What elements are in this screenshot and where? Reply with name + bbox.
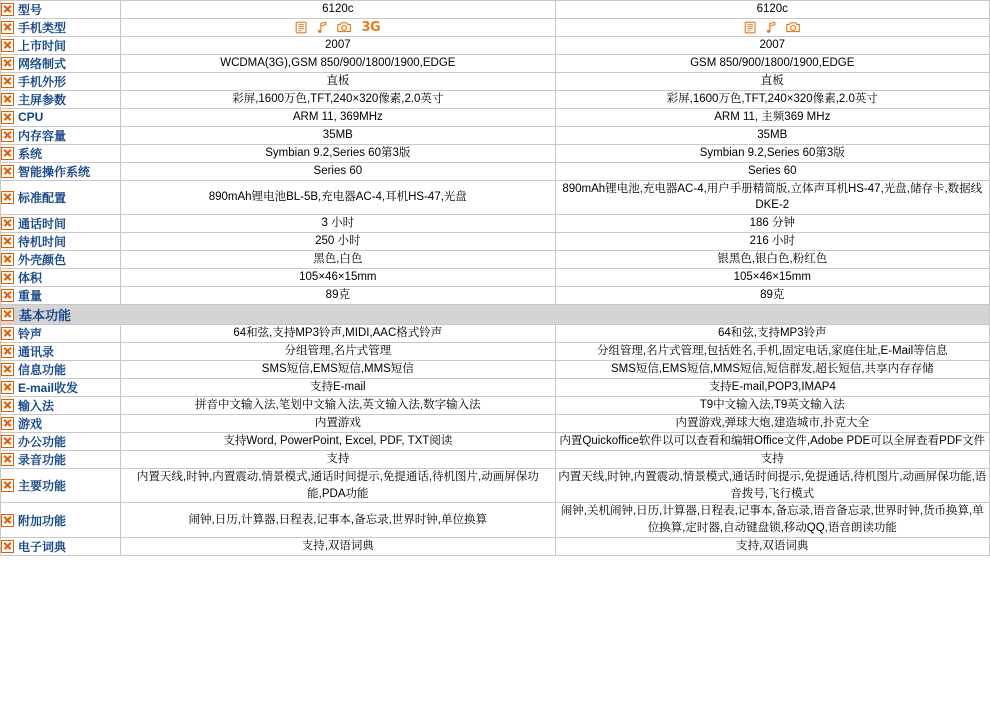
spec-label	[1, 269, 121, 287]
spec-value-a: 89克	[121, 287, 555, 305]
spec-value-b: 内置天线,时钟,内置震动,情景模式,通话时间提示,免提通话,待机图片,动画屏保功能,语音拨号,飞行模式	[555, 469, 989, 503]
spec-value-b: 64和弦,支持MP3铃声	[555, 325, 989, 343]
table-row	[1, 162, 990, 180]
spec-label-text: 通话时间	[18, 217, 67, 232]
table-row	[1, 537, 990, 555]
spec-label-text: 手机外形	[18, 75, 67, 89]
spec-value-a: 35MB	[121, 126, 555, 144]
spec-label	[1, 109, 121, 127]
spec-value-a: 3 小时	[121, 215, 555, 233]
spec-value-a	[121, 19, 555, 37]
spec-label	[1, 162, 121, 180]
spec-table-body	[1, 1, 990, 556]
table-row	[1, 126, 990, 144]
bullet-marker-icon	[1, 417, 14, 430]
table-row	[1, 233, 990, 251]
bullet-marker-icon	[1, 253, 14, 266]
spec-label-text: 重量	[18, 289, 43, 304]
camera-icon	[786, 21, 801, 34]
spec-label	[1, 397, 121, 415]
spec-label-text: 系统	[18, 146, 43, 161]
spec-label-text: 上市时间	[18, 39, 67, 53]
spec-label-text: 铃声	[18, 327, 43, 342]
spec-value-b: 闹钟,关机闹钟,日历,计算器,日程表,记事本,备忘录,语音备忘录,世界时钟,货币换算,单位换算,定时器,自动键盘锁,移动QQ,语音朗读功能	[555, 503, 989, 537]
spec-value-b: 216 小时	[555, 233, 989, 251]
table-row	[1, 451, 990, 469]
table-row	[1, 37, 990, 55]
spec-value-a: 105×46×15mm	[121, 269, 555, 287]
spec-value-b: Symbian 9.2,Series 60第3版	[555, 144, 989, 162]
spec-label	[1, 19, 121, 37]
spec-value-a: 6120c	[121, 1, 555, 19]
bullet-marker-icon	[1, 217, 14, 230]
spec-label-text: 录音功能	[18, 453, 67, 468]
bullet-marker-icon	[1, 453, 14, 466]
spec-label	[1, 55, 121, 73]
spec-label	[1, 180, 121, 214]
table-row	[1, 325, 990, 343]
spec-value-a: 内置游戏	[121, 415, 555, 433]
spec-value-b: 186 分钟	[555, 215, 989, 233]
bullet-marker-icon	[1, 271, 14, 284]
bullet-marker-icon	[1, 57, 14, 70]
spec-label	[1, 215, 121, 233]
phone-type-icons-b	[744, 21, 801, 34]
bullet-marker-icon	[1, 111, 14, 124]
spec-value-b: ARM 11, 主频369 MHz	[555, 109, 989, 127]
spec-value-b: 2007	[555, 37, 989, 55]
bullet-marker-icon	[1, 399, 14, 412]
spec-label	[1, 325, 121, 343]
table-row	[1, 215, 990, 233]
spec-label	[1, 233, 121, 251]
spec-value-a: 彩屏,1600万色,TFT,240×320像素,2.0英寸	[121, 91, 555, 109]
spec-label-text: 主屏参数	[18, 93, 67, 107]
bullet-marker-icon	[1, 165, 14, 178]
bullet-marker-icon	[1, 93, 14, 106]
spec-value-b: 银黑色,银白色,粉红色	[555, 251, 989, 269]
spec-label	[1, 379, 121, 397]
bullet-marker-icon	[1, 435, 14, 448]
table-row	[1, 361, 990, 379]
spec-value-b: 彩屏,1600万色,TFT,240×320像素,2.0英寸	[555, 91, 989, 109]
music-note-icon	[766, 21, 777, 34]
table-row	[1, 379, 990, 397]
spec-value-b: 105×46×15mm	[555, 269, 989, 287]
bullet-marker-icon	[1, 235, 14, 248]
table-row	[1, 55, 990, 73]
table-row	[1, 91, 990, 109]
spec-value-a: WCDMA(3G),GSM 850/900/1800/1900,EDGE	[121, 55, 555, 73]
spec-value-a: 支持	[121, 451, 555, 469]
table-row	[1, 180, 990, 214]
spec-label	[1, 451, 121, 469]
table-row	[1, 305, 990, 325]
spec-value-a: ARM 11, 369MHz	[121, 109, 555, 127]
bullet-marker-icon	[1, 345, 14, 358]
table-row	[1, 73, 990, 91]
spec-label	[1, 287, 121, 305]
spec-value-b: 分组管理,名片式管理,包括姓名,手机,固定电话,家庭住址,E-Mail等信息	[555, 343, 989, 361]
spec-value-a: SMS短信,EMS短信,MMS短信	[121, 361, 555, 379]
spec-label	[1, 37, 121, 55]
spec-label	[1, 361, 121, 379]
table-row	[1, 109, 990, 127]
table-row	[1, 433, 990, 451]
spec-label-text: 标准配置	[18, 190, 67, 205]
spec-label-text: 待机时间	[18, 235, 67, 250]
spec-label	[1, 91, 121, 109]
table-row	[1, 19, 990, 37]
bullet-marker-icon	[1, 381, 14, 394]
spec-value-b: 支持,双语词典	[555, 537, 989, 555]
bullet-marker-icon	[1, 191, 14, 204]
spec-label	[1, 415, 121, 433]
spec-label-text: 外壳颜色	[18, 253, 67, 268]
spec-label-text: 通讯录	[18, 345, 55, 360]
table-row	[1, 469, 990, 503]
3g-icon: 3G	[361, 19, 381, 35]
spec-label-text: 智能操作系统	[18, 164, 91, 179]
spec-value-a: 内置天线,时钟,内置震动,情景模式,通话时间提示,免提通话,待机图片,动画屏保功能,PDA功能	[121, 469, 555, 503]
spec-label	[1, 144, 121, 162]
spec-value-a: 支持,双语词典	[121, 537, 555, 555]
spec-label-text: 电子词典	[18, 539, 67, 554]
spec-label	[1, 469, 121, 503]
spec-value-b: SMS短信,EMS短信,MMS短信,短信群发,超长短信,共享内存存储	[555, 361, 989, 379]
section-header-label: 基本功能	[19, 308, 72, 324]
spec-label	[1, 343, 121, 361]
bullet-marker-icon	[1, 3, 14, 16]
spec-label	[1, 73, 121, 91]
book-icon	[295, 21, 308, 34]
spec-label-text: 游戏	[18, 417, 43, 432]
spec-value-a: Series 60	[121, 162, 555, 180]
spec-value-b: T9中文输入法,T9英文输入法	[555, 397, 989, 415]
bullet-marker-icon	[1, 363, 14, 376]
bullet-marker-icon	[1, 21, 14, 34]
table-row	[1, 415, 990, 433]
camera-icon	[337, 21, 352, 34]
spec-value-b: 支持E-mail,POP3,IMAP4	[555, 379, 989, 397]
bullet-marker-icon	[1, 327, 14, 340]
spec-value-a: 分组管理,名片式管理	[121, 343, 555, 361]
spec-value-b	[555, 19, 989, 37]
spec-label-text: 信息功能	[18, 363, 67, 378]
table-row	[1, 397, 990, 415]
spec-value-a: Symbian 9.2,Series 60第3版	[121, 144, 555, 162]
spec-label-text: 体积	[18, 271, 43, 286]
book-icon	[744, 21, 757, 34]
table-row	[1, 1, 990, 19]
spec-value-a: 直板	[121, 73, 555, 91]
spec-value-b: 6120c	[555, 1, 989, 19]
spec-label-text: 网络制式	[18, 57, 67, 71]
spec-label-text: 输入法	[18, 399, 55, 414]
bullet-marker-icon	[1, 289, 14, 302]
spec-value-b: 890mAh锂电池,充电器AC-4,用户手册精简版,立体声耳机HS-47,光盘,储存卡,数据线DKE-2	[555, 180, 989, 214]
table-row	[1, 251, 990, 269]
spec-label	[1, 433, 121, 451]
bullet-marker-icon	[1, 540, 14, 553]
spec-value-a: 黑色,白色	[121, 251, 555, 269]
spec-label-text: 主要功能	[18, 479, 67, 494]
section-header	[1, 305, 990, 325]
spec-label	[1, 251, 121, 269]
table-row	[1, 287, 990, 305]
table-row	[1, 503, 990, 537]
bullet-marker-icon	[1, 514, 14, 527]
bullet-marker-icon	[1, 147, 14, 160]
spec-value-a: 拼音中文输入法,笔划中文输入法,英文输入法,数字输入法	[121, 397, 555, 415]
spec-value-b: Series 60	[555, 162, 989, 180]
spec-value-a: 支持E-mail	[121, 379, 555, 397]
spec-label	[1, 126, 121, 144]
spec-value-a: 890mAh锂电池BL-5B,充电器AC-4,耳机HS-47,光盘	[121, 180, 555, 214]
spec-label-text: 办公功能	[18, 435, 67, 450]
spec-label-text: E-mail收发	[18, 381, 79, 396]
spec-value-b: 内置游戏,弹球大炮,建造城市,扑克大全	[555, 415, 989, 433]
spec-label-text: CPU	[18, 110, 44, 125]
spec-value-b: 内置Quickoffice软件以可以查看和编辑Office文件,Adobe PDE可以全屏查看PDF文件	[555, 433, 989, 451]
phone-type-icons-a	[295, 21, 380, 34]
bullet-marker-icon	[1, 39, 14, 52]
spec-value-a: 支持Word, PowerPoint, Excel, PDF, TXT阅读	[121, 433, 555, 451]
music-note-icon	[317, 21, 328, 34]
spec-value-a: 闹钟,日历,计算器,日程表,记事本,备忘录,世界时钟,单位换算	[121, 503, 555, 537]
spec-label-text: 型号	[18, 3, 43, 17]
spec-label-text: 内存容量	[18, 128, 67, 143]
spec-value-a: 250 小时	[121, 233, 555, 251]
spec-value-b: 35MB	[555, 126, 989, 144]
bullet-marker-icon	[1, 75, 14, 88]
table-row	[1, 269, 990, 287]
spec-label	[1, 503, 121, 537]
spec-value-a: 64和弦,支持MP3铃声,MIDI,AAC格式铃声	[121, 325, 555, 343]
spec-value-b: 支持	[555, 451, 989, 469]
spec-label	[1, 1, 121, 19]
spec-label-text: 附加功能	[18, 513, 67, 528]
spec-value-b: GSM 850/900/1800/1900,EDGE	[555, 55, 989, 73]
bullet-marker-icon	[1, 479, 14, 492]
spec-label-text: 手机类型	[18, 21, 67, 35]
bullet-marker-icon	[1, 129, 14, 142]
spec-value-b: 89克	[555, 287, 989, 305]
table-row	[1, 343, 990, 361]
spec-value-a: 2007	[121, 37, 555, 55]
spec-value-b: 直板	[555, 73, 989, 91]
spec-label	[1, 537, 121, 555]
bullet-marker-icon	[1, 308, 14, 321]
table-row	[1, 144, 990, 162]
